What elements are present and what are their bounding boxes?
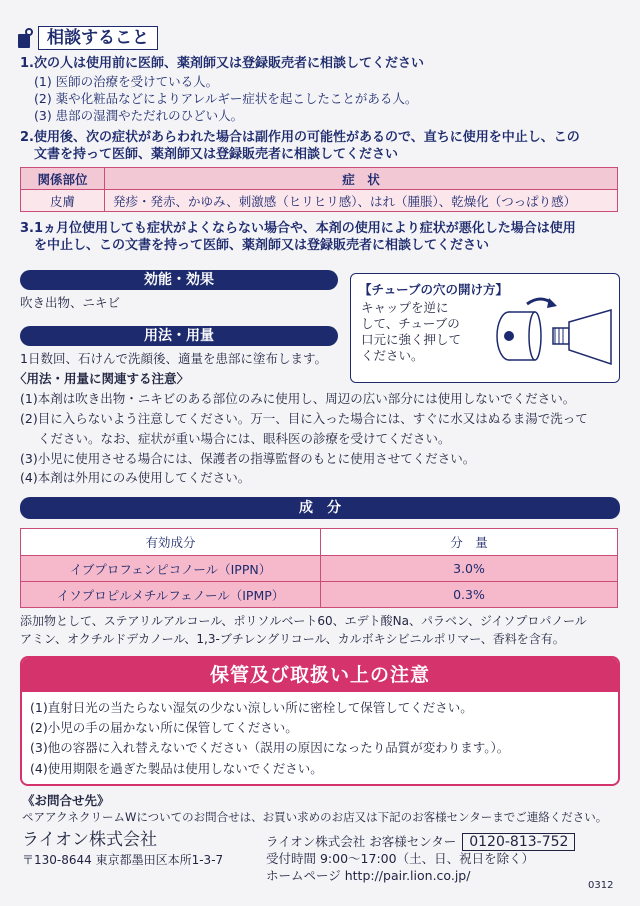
consult-item-1-sub-2: (2) 薬や化粧品などによりアレルギー症状を起こしたことがある人。 [34,91,418,106]
tube-instructions [350,273,620,383]
consult-item-2-line-2: 文書を持って医師、薬剤師又は登録販売者に相談してください [34,147,399,162]
tube-text-line: ください。 [361,348,424,363]
phone-number: 0120-813-752 [462,833,575,851]
ingredient-name: イソプロピルメチルフェノール（IPMP） [21,582,321,608]
symptom-table [20,167,618,212]
usage-title: 用法・用量 [20,326,338,346]
tube-text-line: 口元に強く押して [361,332,462,347]
storage-item-1: (1)直射日光の当たらない湿気の少ない涼しい所に密栓して保管してください。 [30,700,473,715]
document-code: 0312 [588,880,614,891]
tube-title: 【チューブの穴の開け方】 [359,282,509,297]
symptom-table-header-symptom: 症 状 [105,168,618,190]
usage-note-2-cont: ください。なお、症状が重い場合には、眼科医の診療を受けてください。 [38,431,451,446]
company-address: 〒130-8644 東京都墨田区本所1-3-7 [22,853,224,867]
usage-note-1: (1)本剤は吹き出物・ニキビのある部位のみに使用し、周辺の広い部分には使用しないでください。 [20,391,576,406]
tube-text-line: して、チューブの [361,316,460,331]
usage-text: 1日数回、石けんで洗顔後、適量を患部に塗布します。 [20,351,327,366]
ingredients-header-name: 有効成分 [21,529,321,556]
usage-note-3: (3)小児に使用させる場合には、保護者の指導監督のもとに使用させてください。 [20,451,476,466]
contact-text: ペアアクネクリームWについてのお問合せは、お買い求めのお店又は下記のお客様センターまでご連絡ください。 [22,810,608,824]
contact-title: 《お問合せ先》 [22,793,110,808]
tube-text-line: キャップを逆に [361,300,449,315]
storage-item-2: (2)小児の手の届かない所に保管してください。 [30,720,298,735]
storage-item-4: (4)使用期限を過ぎた製品は使用しないでください。 [30,761,323,776]
efficacy-text: 吹き出物、ニキビ [20,295,121,310]
ingredient-amount: 3.0% [321,556,618,582]
consult-item-3-line-2: を中止し、この文書を持って医師、薬剤師又は登録販売者に相談してください [34,238,490,253]
reception-hours: 受付時間 9:00〜17:00（土、日、祝日を除く） [266,851,535,866]
consult-icon [18,28,34,48]
ingredient-name: イブプロフェンピコノール（IPPN） [21,556,321,582]
ingredients-table [20,528,618,608]
additives-line-2: アミン、オクチルドデカノール、1,3-ブチレングリコール、カルボキシビニルポリマー、香料を含有。 [20,632,565,646]
ingredients-title: 成 分 [20,497,620,519]
tube-text [361,300,471,364]
ingredients-header-amount: 分 量 [321,529,618,556]
usage-note-title: 〈用法・用量に関連する注意〉 [14,371,190,386]
homepage: ホームページ http://pair.lion.co.jp/ [266,868,471,883]
consult-item-1-sub-1: (1) 医師の治療を受けている人。 [34,74,219,89]
efficacy-title: 効能・効果 [20,270,338,290]
customer-center-label: ライオン株式会社 お客様センター [266,834,457,849]
consult-item-1: 1.次の人は使用前に医師、薬剤師又は登録販売者に相談してください [20,56,424,71]
ingredient-amount: 0.3% [321,582,618,608]
symptom-table-symptom: 発疹・発赤、かゆみ、刺激感（ヒリヒリ感）、はれ（腫脹）、乾燥化（つっぱり感） [105,190,618,212]
customer-center [266,833,575,851]
storage-section [20,656,620,786]
consult-item-3-line-1: 3.1ヵ月位使用しても症状がよくならない場合や、本剤の使用により症状が悪化した場合は使用 [20,221,576,236]
tube-illustration-icon [475,292,615,372]
consult-heading [18,26,158,50]
consult-title: 相談すること [38,26,158,50]
storage-item-3: (3)他の容器に入れ替えないでください（誤用の原因になったり品質が変わります。）。 [30,740,510,755]
additives-line-1: 添加物として、ステアリルアルコール、ポリソルベート60、エデト酸Na、パラベン、ジイソプロパノール [20,614,587,628]
usage-note-4: (4)本剤は外用にのみ使用してください。 [20,470,251,485]
consult-item-2-line-1: 2.使用後、次の症状があらわれた場合は副作用の可能性があるので、直ちに使用を中止し、この [20,130,580,145]
storage-title: 保管及び取扱い上の注意 [22,658,618,692]
usage-note-2: (2)目に入らないよう注意してください。万一、目に入った場合には、すぐに水又はぬるま湯で洗って [20,411,588,426]
symptom-table-header-part: 関係部位 [21,168,105,190]
symptom-table-part: 皮膚 [21,190,105,212]
company-name: ライオン株式会社 [22,830,157,850]
consult-item-1-sub-3: (3) 患部の湿潤やただれのひどい人。 [34,108,244,123]
